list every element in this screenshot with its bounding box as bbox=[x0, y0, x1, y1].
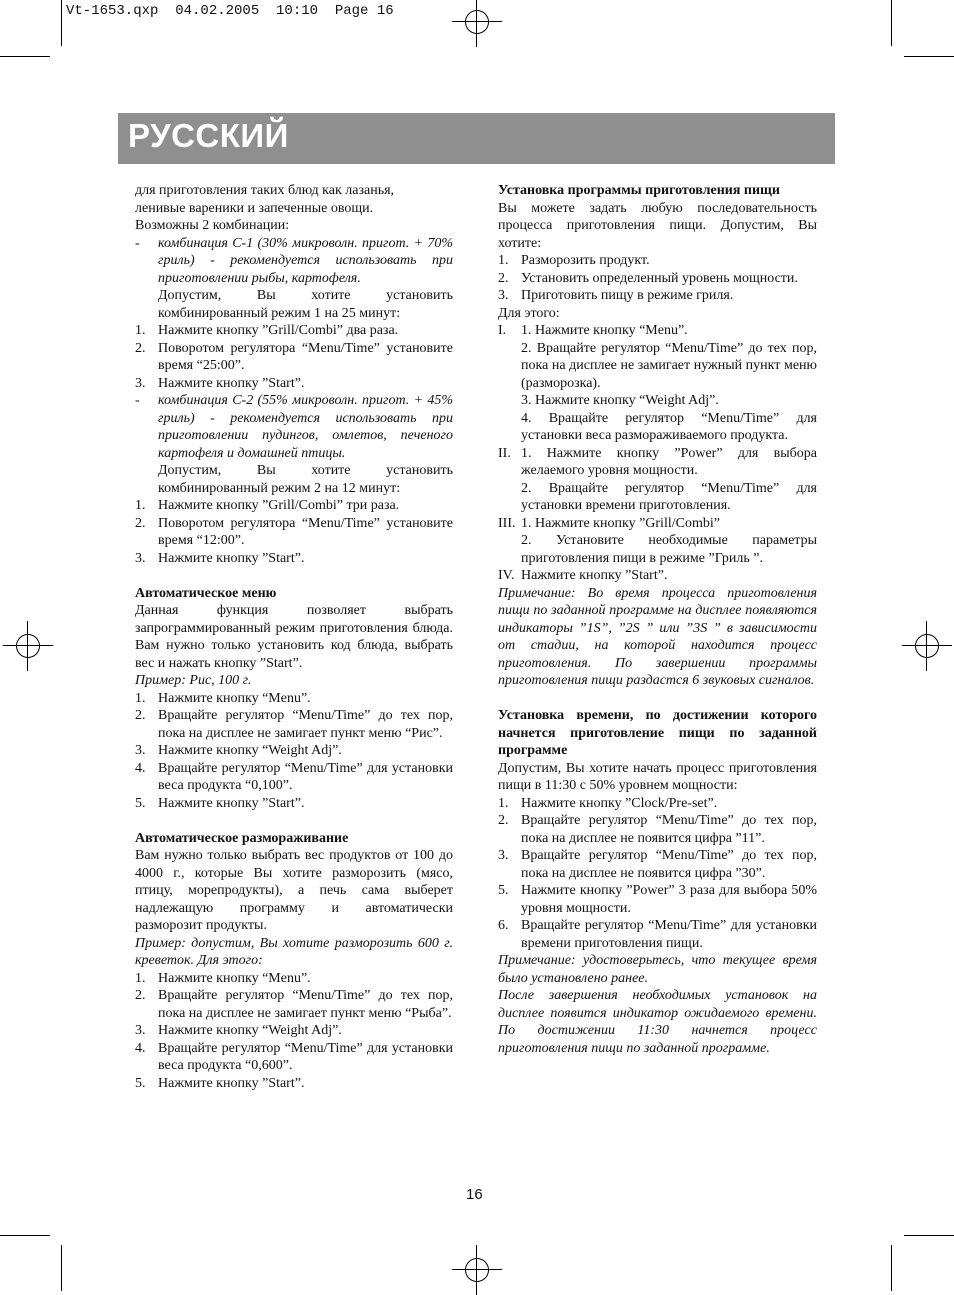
combo-2-text: комбинация C-2 (55% микроволн. пригот. + 45% гриль) - рекомендуется использовать при приготовлении пудингов, омлетов, печеного картофеля и домашней птицы. bbox=[158, 393, 453, 461]
example-text: Пример: Рис, 100 г. bbox=[135, 673, 252, 688]
list-item: 4. Вращайте регулятор “Menu/Time” для установки веса продукта “0,600”. bbox=[135, 1040, 453, 1073]
list-item: 2. Вращайте регулятор “Menu/Time” до тех пор, пока на дисплее не замигает пункт меню “Рыба”. bbox=[135, 988, 453, 1021]
section-heading: Установка программы приготовления пищи bbox=[498, 183, 780, 198]
stage-item: III. 1. Нажмите кнопку ”Grill/Combi” bbox=[498, 515, 720, 531]
stage-item: I. 1. Нажмите кнопку “Menu”. bbox=[498, 323, 688, 338]
crop-mark bbox=[0, 1235, 50, 1236]
crop-mark bbox=[891, 0, 892, 46]
crop-mark bbox=[904, 1235, 954, 1236]
list-item: 3. Нажмите кнопку ”Start”. bbox=[135, 550, 305, 566]
intro-line: для приготовления таких блюд как лазанья, bbox=[135, 183, 395, 198]
list-item: 4. Вращайте регулятор “Menu/Time” для установки веса продукта “0,100”. bbox=[135, 760, 453, 793]
stage-line: 4. Вращайте регулятор “Menu/Time” для установки веса размораживаемого продукта. bbox=[521, 410, 817, 443]
language-banner bbox=[118, 113, 835, 164]
list-item: 2. Установить определенный уровень мощности. bbox=[498, 270, 798, 286]
right-column bbox=[498, 182, 817, 1057]
stage-item: II. 1. Нажмите кнопку ”Power” для выбора желаемого уровня мощности. bbox=[498, 445, 817, 478]
stage-line: 3. Нажмите кнопку “Weight Adj”. bbox=[521, 393, 719, 408]
registration-mark-left bbox=[3, 621, 53, 671]
example-text: Пример: допустим, Вы хотите разморозить 600 г. креветок. Для этого: bbox=[135, 935, 453, 968]
list-item: 1. Нажмите кнопку ”Grill/Combi” два раза. bbox=[135, 323, 399, 338]
list-item: 1. Нажмите кнопку ”Clock/Pre-set”. bbox=[498, 795, 718, 811]
combo-2-suppose: Допустим, Вы хотите установить bbox=[158, 463, 453, 478]
list-item: 3. Приготовить пищу в режиме гриля. bbox=[498, 288, 734, 303]
list-item: 3. Вращайте регулятор “Menu/Time” до тех пор, пока на дисплее не появится цифра ”30”. bbox=[498, 848, 817, 881]
list-item: 2. Поворотом регулятора “Menu/Time” установите время “12:00”. bbox=[135, 515, 453, 548]
intro-line: Возможны 2 комбинации: bbox=[135, 218, 290, 233]
paragraph: Допустим, Вы хотите начать процесс приготовления пищи в 11:30 с 50% уровнем мощности: bbox=[498, 760, 817, 793]
combo-item: - комбинация C-2 (55% микроволн. пригот. + 45% гриль) - рекомендуется использовать при приготовлении пудингов, омлетов, печеного картофеля и домашней птицы. bbox=[135, 393, 453, 461]
crop-mark bbox=[904, 56, 954, 57]
paragraph: Вы можете задать любую последовательность процесса приготовления пищи. Допустим, Вы хотите: bbox=[498, 200, 817, 251]
list-item: 1. Нажмите кнопку ”Grill/Combi” три раза. bbox=[135, 498, 400, 513]
paragraph: Данная функция позволяет выбрать запрограммированный режим приготовления блюда. Вам нужно только установить код блюда, выбрать вес и нажать кнопку ”Start”. bbox=[135, 603, 453, 671]
registration-mark-bottom bbox=[452, 1245, 502, 1295]
crop-mark bbox=[891, 1245, 892, 1291]
print-slug: Vt-1653.qxp 04.02.2005 10:10 Page 16 bbox=[66, 3, 394, 19]
list-item: 3. Нажмите кнопку ”Start”. bbox=[135, 375, 305, 391]
combo-item: - комбинация C-1 (30% микроволн. пригот. + 70% гриль) - рекомендуется использовать при приготовлении рыбы, картофеля. bbox=[135, 235, 453, 286]
paragraph: Вам нужно только выбрать вес продуктов от 100 до 4000 г., которые Вы хотите разморозить (мясо, птицу, морепродукты), а печь сама выберет надлежащую программу и автоматически разморозит продукты. bbox=[135, 848, 453, 933]
intro-line: ленивые вареники и запеченные овощи. bbox=[135, 200, 374, 216]
note: Примечание: удостоверьтесь, что текущее время было установлено ранее. bbox=[498, 953, 817, 986]
list-item: 5. Нажмите кнопку ”Start”. bbox=[135, 795, 305, 811]
left-column bbox=[135, 182, 453, 1092]
list-item: 2. Вращайте регулятор “Menu/Time” до тех пор, пока на дисплее не появится цифра ”11”. bbox=[498, 813, 817, 846]
stage-line: 2. Вращайте регулятор “Menu/Time” для установки времени приготовления. bbox=[521, 480, 817, 513]
combo-1-suppose: Допустим, Вы хотите установить bbox=[158, 288, 453, 303]
section-heading: Автоматическое размораживание bbox=[135, 830, 349, 846]
combo-1-text: комбинация C-1 (30% микроволн. пригот. + 70% гриль) - рекомендуется использовать при приготовлении рыбы, картофеля. bbox=[158, 235, 453, 286]
registration-mark-top bbox=[452, 0, 502, 47]
crop-mark bbox=[0, 56, 50, 57]
banner-title: РУССКИЙ bbox=[128, 117, 289, 154]
list-item: 3. Нажмите кнопку “Weight Adj”. bbox=[135, 1023, 342, 1038]
stage-item: IV. Нажмите кнопку ”Start”. bbox=[498, 568, 668, 583]
list-item: 2. Вращайте регулятор “Menu/Time” до тех пор, пока на дисплее не замигает пункт меню “Рис”. bbox=[135, 708, 453, 741]
stage-line: 2. Вращайте регулятор “Menu/Time” до тех пор, пока на дисплее не замигает нужный пункт меню (разморозка). bbox=[521, 340, 817, 391]
combo-1-suppose: комбинированный режим 1 на 25 минут: bbox=[158, 305, 401, 321]
registration-mark-right bbox=[902, 621, 952, 671]
combo-2-suppose: комбинированный режим 2 на 12 минут: bbox=[158, 480, 401, 496]
list-item: 6. Вращайте регулятор “Menu/Time” для установки времени приготовления пищи. bbox=[498, 918, 817, 951]
list-item: 5. Нажмите кнопку ”Start”. bbox=[135, 1075, 305, 1091]
section-heading: Установка времени, по достижении которого начнется приготовление пищи по заданной программе bbox=[498, 708, 817, 758]
note: Примечание: Во время процесса приготовления пищи по заданной программе на дисплее появляются индикаторы ”1S”, ”2S ” или ”3S ” в зависимости от стадии, на которой находится процесс приготовления. По завершении программы приготовления пищи раздастся 6 звуковых сигналов. bbox=[498, 585, 817, 688]
list-item: 2. Поворотом регулятора “Menu/Time” установите время “25:00”. bbox=[135, 340, 453, 373]
page-number: 16 bbox=[466, 1186, 483, 1203]
list-item: 1. Нажмите кнопку “Menu”. bbox=[135, 690, 311, 706]
list-item: 1. Нажмите кнопку “Menu”. bbox=[135, 970, 311, 986]
list-item: 5. Нажмите кнопку ”Power” 3 раза для выбора 50% уровня мощности. bbox=[498, 883, 817, 916]
note: После завершения необходимых установок на дисплее появится индикатор ожидаемого времени. По достижении 11:30 начнется процесс приготовления пищи по заданной программе. bbox=[498, 988, 817, 1056]
list-item: 3. Нажмите кнопку “Weight Adj”. bbox=[135, 743, 342, 758]
section-heading: Автоматическое меню bbox=[135, 585, 277, 601]
stage-line: 2. Установите необходимые параметры приготовления пищи в режиме ”Гриль ”. bbox=[521, 533, 817, 566]
paragraph: Для этого: bbox=[498, 305, 560, 321]
crop-mark bbox=[61, 1245, 62, 1291]
crop-mark bbox=[61, 0, 62, 46]
list-item: 1. Разморозить продукт. bbox=[498, 253, 650, 268]
